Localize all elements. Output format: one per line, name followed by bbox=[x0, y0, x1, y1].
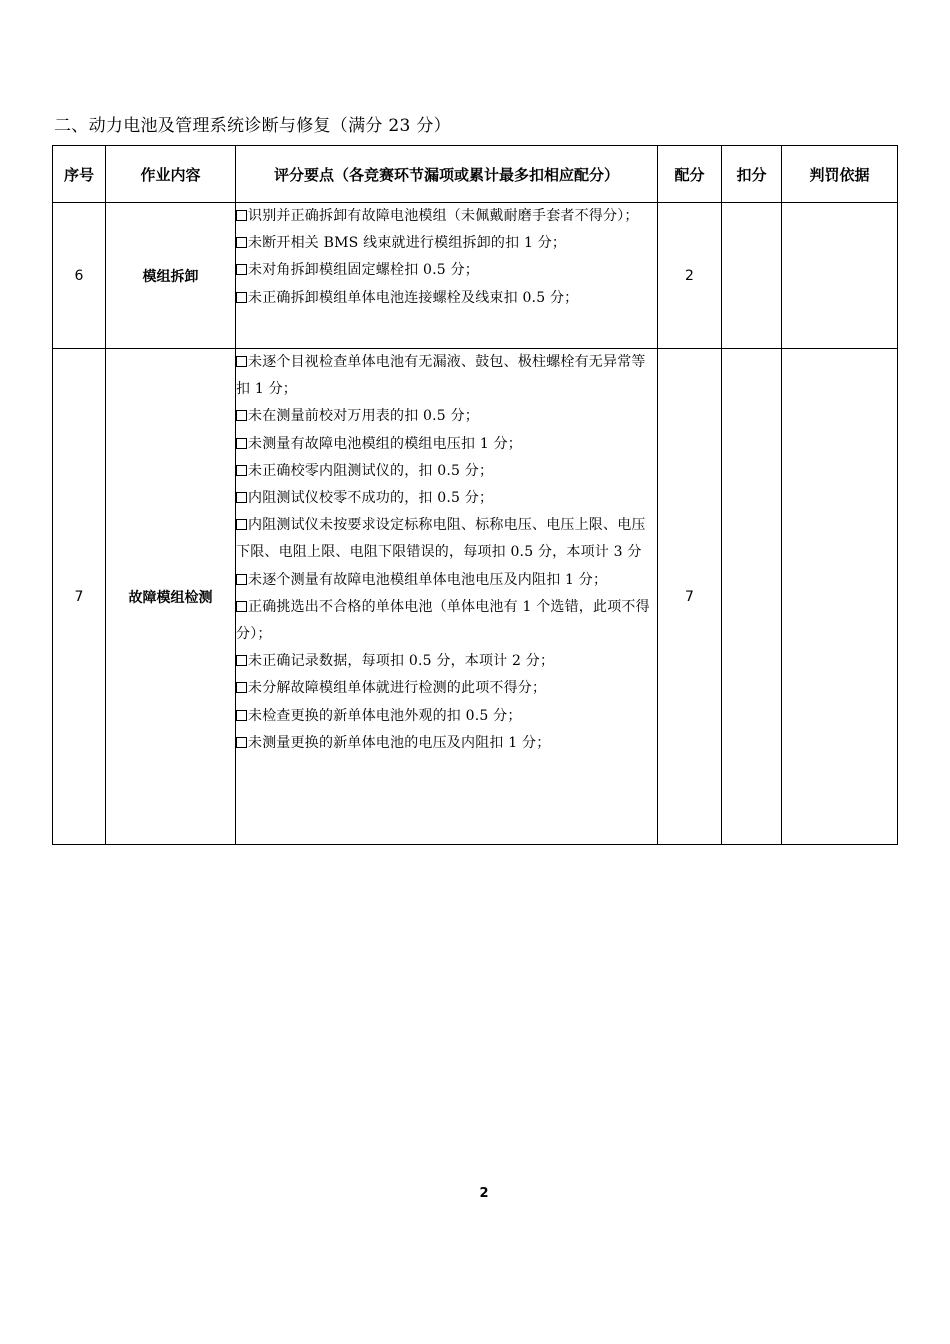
checklist-item: 未正确记录数据，每项扣 0.5 分，本项计 2 分； bbox=[236, 648, 657, 675]
checkbox-icon bbox=[236, 292, 247, 303]
row-task: 故障模组检测 bbox=[106, 349, 236, 845]
row-points bbox=[236, 203, 658, 349]
scoring-table bbox=[52, 145, 898, 845]
checkbox-icon bbox=[236, 210, 247, 221]
checkbox-icon bbox=[236, 438, 247, 449]
row-task: 模组拆卸 bbox=[106, 203, 236, 349]
section-title: 二、动力电池及管理系统诊断与修复（满分 23 分） bbox=[54, 116, 451, 136]
header-deduct: 扣分 bbox=[722, 146, 782, 203]
checkbox-icon bbox=[236, 356, 247, 367]
header-basis: 判罚依据 bbox=[782, 146, 898, 203]
checklist-item: 未在测量前校对万用表的扣 0.5 分； bbox=[236, 403, 657, 430]
table-row bbox=[53, 349, 898, 845]
checklist-item: 未测量更换的新单体电池的电压及内阻扣 1 分； bbox=[236, 730, 657, 757]
row-score: 2 bbox=[658, 203, 722, 349]
checkbox-icon bbox=[236, 655, 247, 666]
header-task: 作业内容 bbox=[106, 146, 236, 203]
row-score: 7 bbox=[658, 349, 722, 845]
row-basis bbox=[782, 203, 898, 349]
header-score: 配分 bbox=[658, 146, 722, 203]
checkbox-icon bbox=[236, 237, 247, 248]
checklist-item: 未对角拆卸模组固定螺栓扣 0.5 分； bbox=[236, 257, 657, 284]
checklist-item: 未正确拆卸模组单体电池连接螺栓及线束扣 0.5 分； bbox=[236, 285, 657, 312]
checklist-item: 未分解故障模组单体就进行检测的此项不得分； bbox=[236, 675, 657, 702]
checklist-item: 未断开相关 BMS 线束就进行模组拆卸的扣 1 分； bbox=[236, 230, 657, 257]
checkbox-icon bbox=[236, 519, 247, 530]
row-deduct bbox=[722, 349, 782, 845]
checklist-item: 正确挑选出不合格的单体电池（单体电池有 1 个选错，此项不得分）； bbox=[236, 598, 650, 643]
checklist-item: 未正确校零内阻测试仪的，扣 0.5 分； bbox=[236, 458, 657, 485]
checkbox-icon bbox=[236, 601, 247, 612]
checkbox-icon bbox=[236, 492, 247, 503]
row-no: 7 bbox=[53, 349, 106, 845]
checklist-item: 内阻测试仪校零不成功的，扣 0.5 分； bbox=[236, 485, 657, 512]
table-row bbox=[53, 203, 898, 349]
checklist-item: 未逐个目视检查单体电池有无漏液、鼓包、极柱螺栓有无异常等扣 1 分； bbox=[236, 354, 646, 398]
checkbox-icon bbox=[236, 710, 247, 721]
checkbox-icon bbox=[236, 465, 247, 476]
row-points bbox=[236, 349, 658, 845]
checkbox-icon bbox=[236, 264, 247, 275]
checklist-item: 未检查更换的新单体电池外观的扣 0.5 分； bbox=[236, 703, 657, 730]
header-points: 评分要点（各竞赛环节漏项或累计最多扣相应配分） bbox=[236, 146, 658, 203]
checklist-item: 识别并正确拆卸有故障电池模组（未佩戴耐磨手套者不得分）； bbox=[236, 203, 657, 230]
checkbox-icon bbox=[236, 574, 247, 585]
page-number: 2 bbox=[479, 1186, 489, 1201]
checkbox-icon bbox=[236, 737, 247, 748]
header-no: 序号 bbox=[53, 146, 106, 203]
table-header-row bbox=[53, 146, 898, 203]
checklist-item: 内阻测试仪未按要求设定标称电阻、标称电压、电压上限、电压下限、电阻上限、电阻下限错误的，每项扣 0.5 分，本项计 3 分 bbox=[236, 517, 646, 561]
row-basis bbox=[782, 349, 898, 845]
checklist-item: 未测量有故障电池模组的模组电压扣 1 分； bbox=[236, 431, 657, 458]
checkbox-icon bbox=[236, 410, 247, 421]
checkbox-icon bbox=[236, 682, 247, 693]
row-deduct bbox=[722, 203, 782, 349]
checklist-item: 未逐个测量有故障电池模组单体电池电压及内阻扣 1 分； bbox=[236, 567, 657, 594]
row-no: 6 bbox=[53, 203, 106, 349]
